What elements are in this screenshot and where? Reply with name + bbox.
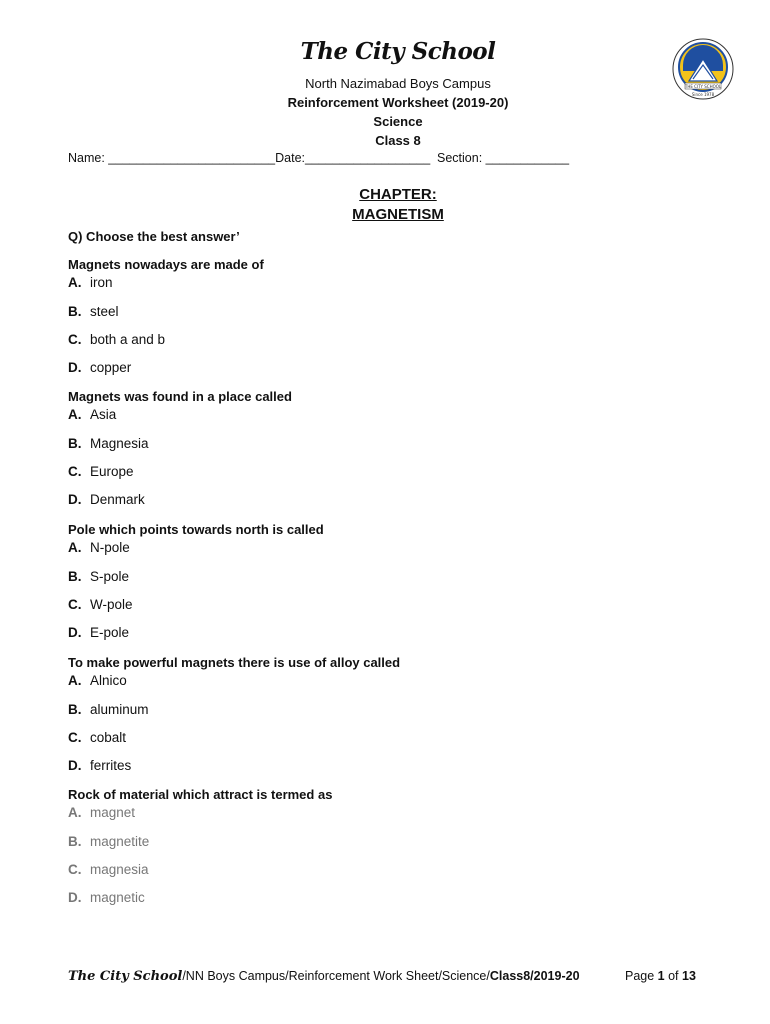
chapter-label: CHAPTER:	[359, 186, 437, 203]
name-date-field[interactable]: Name: ________________________Date:__________________	[68, 151, 431, 165]
option-text: steel	[90, 304, 119, 319]
school-title: The City School	[300, 38, 496, 65]
option-letter: D.	[68, 625, 82, 640]
option-text: ferrites	[90, 758, 132, 773]
option-letter: D.	[68, 360, 82, 375]
school-crest-icon	[671, 37, 735, 101]
option-text: magnetic	[90, 890, 145, 905]
option-text: cobalt	[90, 730, 127, 745]
option-letter: B.	[68, 569, 82, 584]
option-letter: D.	[68, 890, 82, 905]
option-text: Alnico	[90, 673, 127, 688]
answer-option[interactable]	[68, 436, 149, 451]
answer-option[interactable]	[68, 332, 165, 347]
footer-class-year: Class8/2019-20	[489, 969, 580, 983]
chapter-title: MAGNETISM	[352, 206, 444, 223]
option-text: W-pole	[90, 597, 133, 612]
worksheet-title: Reinforcement Worksheet (2019-20)	[287, 95, 509, 110]
question-text: Rock of material which attract is termed as	[68, 787, 333, 802]
answer-option[interactable]	[68, 890, 145, 905]
option-text: Denmark	[90, 492, 145, 507]
option-letter: C.	[68, 597, 82, 612]
section-field[interactable]: Section: ____________	[437, 151, 570, 165]
question-text: To make powerful magnets there is use of alloy called	[68, 655, 401, 670]
option-letter: C.	[68, 332, 82, 347]
page-label: Page	[625, 969, 658, 983]
page-current: 1	[657, 969, 665, 983]
option-letter: B.	[68, 436, 82, 451]
option-letter: A.	[68, 805, 82, 820]
option-letter: A.	[68, 673, 82, 688]
footer-path: /NN Boys Campus/Reinforcement Work Sheet/Science/	[182, 969, 490, 983]
class-label: Class 8	[375, 133, 421, 148]
instruction: Q) Choose the best answer’	[68, 229, 240, 244]
option-text: E-pole	[90, 625, 130, 640]
answer-option[interactable]	[68, 492, 145, 507]
question-text: Pole which points towards north is called	[68, 522, 324, 537]
option-text: aluminum	[90, 702, 149, 717]
option-letter: A.	[68, 275, 82, 290]
question-text: Magnets was found in a place called	[68, 389, 292, 404]
option-letter: A.	[68, 407, 82, 422]
option-text: N-pole	[90, 540, 130, 555]
answer-option[interactable]	[68, 730, 126, 745]
svg-text:Since 1978: Since 1978	[691, 92, 715, 97]
option-text: Europe	[90, 464, 134, 479]
option-text: S-pole	[90, 569, 130, 584]
page-total: 13	[682, 969, 696, 983]
option-text: magnet	[90, 805, 136, 820]
answer-option[interactable]	[68, 834, 149, 849]
answer-option[interactable]	[68, 464, 134, 479]
answer-option[interactable]	[68, 862, 149, 877]
option-text: iron	[90, 275, 113, 290]
subject: Science	[373, 114, 423, 129]
answer-option[interactable]	[68, 805, 135, 820]
page-number	[625, 969, 696, 983]
option-letter: C.	[68, 464, 82, 479]
svg-text:THE CITY SCHOOL: THE CITY SCHOOL	[684, 84, 722, 89]
option-letter: B.	[68, 834, 82, 849]
option-text: Asia	[90, 407, 117, 422]
option-text: magnesia	[90, 862, 149, 877]
answer-option[interactable]	[68, 360, 131, 375]
campus-name: North Nazimabad Boys Campus	[305, 76, 491, 91]
answer-option[interactable]	[68, 275, 113, 290]
footer	[68, 969, 580, 984]
answer-option[interactable]	[68, 407, 116, 422]
answer-option[interactable]	[68, 702, 149, 717]
question-text: Magnets nowadays are made of	[68, 257, 264, 272]
option-letter: D.	[68, 492, 82, 507]
option-letter: C.	[68, 730, 82, 745]
option-letter: D.	[68, 758, 82, 773]
footer-school: The City School	[68, 969, 183, 984]
option-text: copper	[90, 360, 132, 375]
answer-option[interactable]	[68, 758, 131, 773]
option-text: Magnesia	[90, 436, 149, 451]
option-text: magnetite	[90, 834, 150, 849]
answer-option[interactable]	[68, 625, 129, 640]
option-text: both a and b	[90, 332, 166, 347]
option-letter: A.	[68, 540, 82, 555]
answer-option[interactable]	[68, 597, 133, 612]
answer-option[interactable]	[68, 540, 130, 555]
option-letter: B.	[68, 702, 82, 717]
answer-option[interactable]	[68, 569, 129, 584]
option-letter: B.	[68, 304, 82, 319]
option-letter: C.	[68, 862, 82, 877]
answer-option[interactable]	[68, 673, 127, 688]
answer-option[interactable]	[68, 304, 119, 319]
page-of-label: of	[664, 969, 682, 983]
